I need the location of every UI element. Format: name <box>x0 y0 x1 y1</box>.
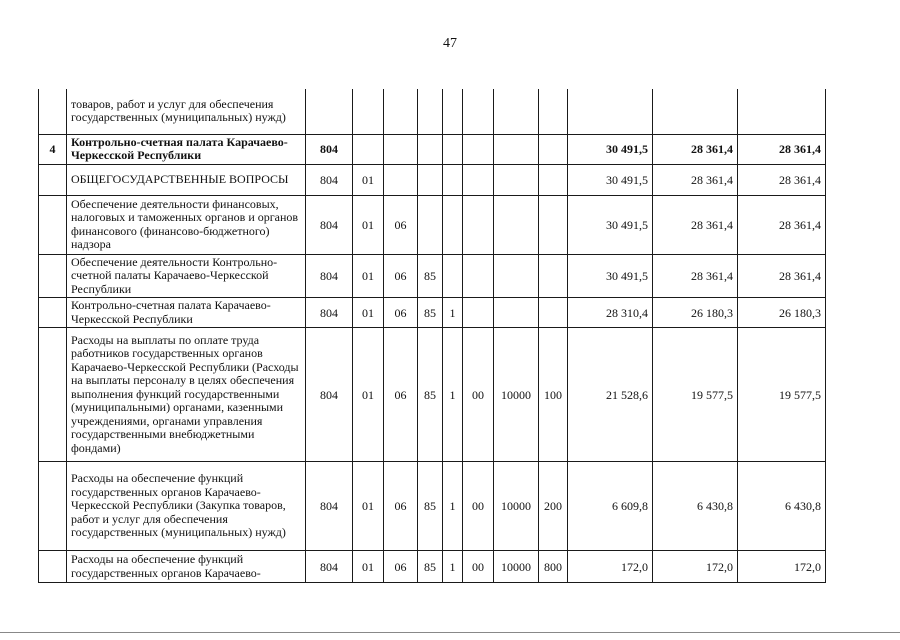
cell-amount-year-1: 30 491,5 <box>568 195 653 254</box>
cell-index <box>39 89 67 134</box>
cell-amount-year-2: 19 577,5 <box>653 328 738 462</box>
cell-section-code: 01 <box>353 164 384 195</box>
cell-subsection-code: 06 <box>384 551 418 583</box>
cell-target-code-4 <box>494 89 539 134</box>
cell-target-code-2: 1 <box>443 298 463 328</box>
cell-section-code: 01 <box>353 328 384 462</box>
cell-amount-year-3: 28 361,4 <box>738 134 826 164</box>
cell-amount-year-3 <box>738 89 826 134</box>
cell-target-code-2 <box>443 134 463 164</box>
cell-target-code-1: 85 <box>418 254 443 298</box>
cell-target-code-1: 85 <box>418 551 443 583</box>
cell-gr-code: 804 <box>306 462 353 551</box>
cell-expense-type <box>539 195 568 254</box>
cell-gr-code <box>306 89 353 134</box>
cell-target-code-2 <box>443 195 463 254</box>
cell-target-code-4: 10000 <box>494 551 539 583</box>
cell-target-code-1: 85 <box>418 462 443 551</box>
cell-subsection-code: 06 <box>384 254 418 298</box>
cell-amount-year-2: 28 361,4 <box>653 164 738 195</box>
cell-name: Контрольно-счетная палата Карачаево-Черкесской Республики <box>67 134 306 164</box>
cell-amount-year-1: 172,0 <box>568 551 653 583</box>
cell-target-code-3 <box>463 254 494 298</box>
cell-section-code: 01 <box>353 298 384 328</box>
cell-target-code-4: 10000 <box>494 328 539 462</box>
cell-amount-year-3: 28 361,4 <box>738 164 826 195</box>
cell-target-code-4 <box>494 195 539 254</box>
cell-expense-type <box>539 134 568 164</box>
cell-subsection-code <box>384 89 418 134</box>
cell-name: Расходы на обеспечение функций государственных органов Карачаево-Черкесской Республики (Закупка товаров, работ и услуг для обеспечения государственных (муниципальных) нужд) <box>67 462 306 551</box>
cell-target-code-4 <box>494 298 539 328</box>
cell-amount-year-3: 19 577,5 <box>738 328 826 462</box>
cell-target-code-1 <box>418 195 443 254</box>
page-number: 47 <box>443 36 457 51</box>
table-row <box>39 551 826 583</box>
cell-gr-code: 804 <box>306 328 353 462</box>
cell-section-code <box>353 134 384 164</box>
cell-amount-year-3: 26 180,3 <box>738 298 826 328</box>
cell-gr-code: 804 <box>306 254 353 298</box>
cell-expense-type <box>539 164 568 195</box>
cell-section-code: 01 <box>353 254 384 298</box>
cell-amount-year-1: 28 310,4 <box>568 298 653 328</box>
cell-name: товаров, работ и услуг для обеспечения государственных (муниципальных) нужд) <box>67 89 306 134</box>
cell-expense-type: 200 <box>539 462 568 551</box>
cell-target-code-1: 85 <box>418 328 443 462</box>
cell-target-code-1: 85 <box>418 298 443 328</box>
cell-amount-year-2: 6 430,8 <box>653 462 738 551</box>
cell-target-code-3: 00 <box>463 328 494 462</box>
cell-subsection-code <box>384 164 418 195</box>
cell-name: Обеспечение деятельности финансовых, налоговых и таможенных органов и органов финансового (финансово-бюджетного) надзора <box>67 195 306 254</box>
cell-section-code: 01 <box>353 551 384 583</box>
table-row <box>39 164 826 195</box>
cell-expense-type: 100 <box>539 328 568 462</box>
cell-subsection-code: 06 <box>384 195 418 254</box>
cell-target-code-2 <box>443 164 463 195</box>
cell-gr-code: 804 <box>306 298 353 328</box>
cell-target-code-3: 00 <box>463 462 494 551</box>
cell-target-code-3 <box>463 298 494 328</box>
cell-expense-type <box>539 298 568 328</box>
table-row <box>39 134 826 164</box>
table-row <box>39 89 826 134</box>
cell-target-code-4: 10000 <box>494 462 539 551</box>
cell-index <box>39 195 67 254</box>
cell-amount-year-2: 172,0 <box>653 551 738 583</box>
cell-index <box>39 298 67 328</box>
cell-amount-year-2: 28 361,4 <box>653 134 738 164</box>
cell-amount-year-3: 6 430,8 <box>738 462 826 551</box>
cell-name: Обеспечение деятельности Контрольно-счетной палаты Карачаево-Черкесской Республики <box>67 254 306 298</box>
cell-section-code: 01 <box>353 462 384 551</box>
cell-name: Расходы на выплаты по оплате труда работников государственных органов Карачаево-Черкесской Республики (Расходы на выплаты персоналу в целях обеспечения выполнения функций государственными (муниципальными) органами, казенными учреждениями, органами управления государственными внебюджетными фондами) <box>67 328 306 462</box>
table-row <box>39 298 826 328</box>
table-row <box>39 195 826 254</box>
cell-target-code-3 <box>463 89 494 134</box>
cell-subsection-code: 06 <box>384 298 418 328</box>
table-body <box>39 89 826 583</box>
cell-target-code-1 <box>418 134 443 164</box>
cell-expense-type: 800 <box>539 551 568 583</box>
cell-index: 4 <box>39 134 67 164</box>
cell-target-code-2: 1 <box>443 328 463 462</box>
cell-target-code-3 <box>463 134 494 164</box>
cell-gr-code: 804 <box>306 164 353 195</box>
table-row <box>39 462 826 551</box>
cell-amount-year-3: 28 361,4 <box>738 195 826 254</box>
cell-target-code-4 <box>494 164 539 195</box>
cell-amount-year-1: 21 528,6 <box>568 328 653 462</box>
cell-target-code-1 <box>418 164 443 195</box>
cell-subsection-code: 06 <box>384 462 418 551</box>
cell-expense-type <box>539 89 568 134</box>
cell-target-code-2: 1 <box>443 551 463 583</box>
cell-target-code-3 <box>463 164 494 195</box>
cell-index <box>39 164 67 195</box>
table-row <box>39 328 826 462</box>
cell-target-code-4 <box>494 254 539 298</box>
cell-gr-code: 804 <box>306 551 353 583</box>
cell-section-code <box>353 89 384 134</box>
budget-table <box>38 89 826 583</box>
table-row <box>39 254 826 298</box>
cell-expense-type <box>539 254 568 298</box>
cell-section-code: 01 <box>353 195 384 254</box>
cell-amount-year-3: 172,0 <box>738 551 826 583</box>
cell-subsection-code: 06 <box>384 328 418 462</box>
cell-amount-year-2: 28 361,4 <box>653 195 738 254</box>
cell-target-code-4 <box>494 134 539 164</box>
cell-target-code-3: 00 <box>463 551 494 583</box>
cell-target-code-2: 1 <box>443 462 463 551</box>
cell-subsection-code <box>384 134 418 164</box>
cell-amount-year-1 <box>568 89 653 134</box>
cell-amount-year-1: 30 491,5 <box>568 254 653 298</box>
cell-index <box>39 462 67 551</box>
cell-amount-year-2 <box>653 89 738 134</box>
cell-index <box>39 328 67 462</box>
cell-gr-code: 804 <box>306 134 353 164</box>
bottom-rule <box>0 632 900 633</box>
cell-target-code-1 <box>418 89 443 134</box>
cell-target-code-2 <box>443 89 463 134</box>
cell-gr-code: 804 <box>306 195 353 254</box>
cell-index <box>39 551 67 583</box>
cell-name: Расходы на обеспечение функций государственных органов Карачаево- <box>67 551 306 583</box>
cell-name: Контрольно-счетная палата Карачаево-Черкесской Республики <box>67 298 306 328</box>
cell-amount-year-1: 30 491,5 <box>568 134 653 164</box>
cell-amount-year-2: 28 361,4 <box>653 254 738 298</box>
cell-amount-year-3: 28 361,4 <box>738 254 826 298</box>
cell-name: ОБЩЕГОСУДАРСТВЕННЫЕ ВОПРОСЫ <box>67 164 306 195</box>
cell-index <box>39 254 67 298</box>
cell-amount-year-2: 26 180,3 <box>653 298 738 328</box>
cell-amount-year-1: 6 609,8 <box>568 462 653 551</box>
cell-target-code-2 <box>443 254 463 298</box>
cell-target-code-3 <box>463 195 494 254</box>
cell-amount-year-1: 30 491,5 <box>568 164 653 195</box>
